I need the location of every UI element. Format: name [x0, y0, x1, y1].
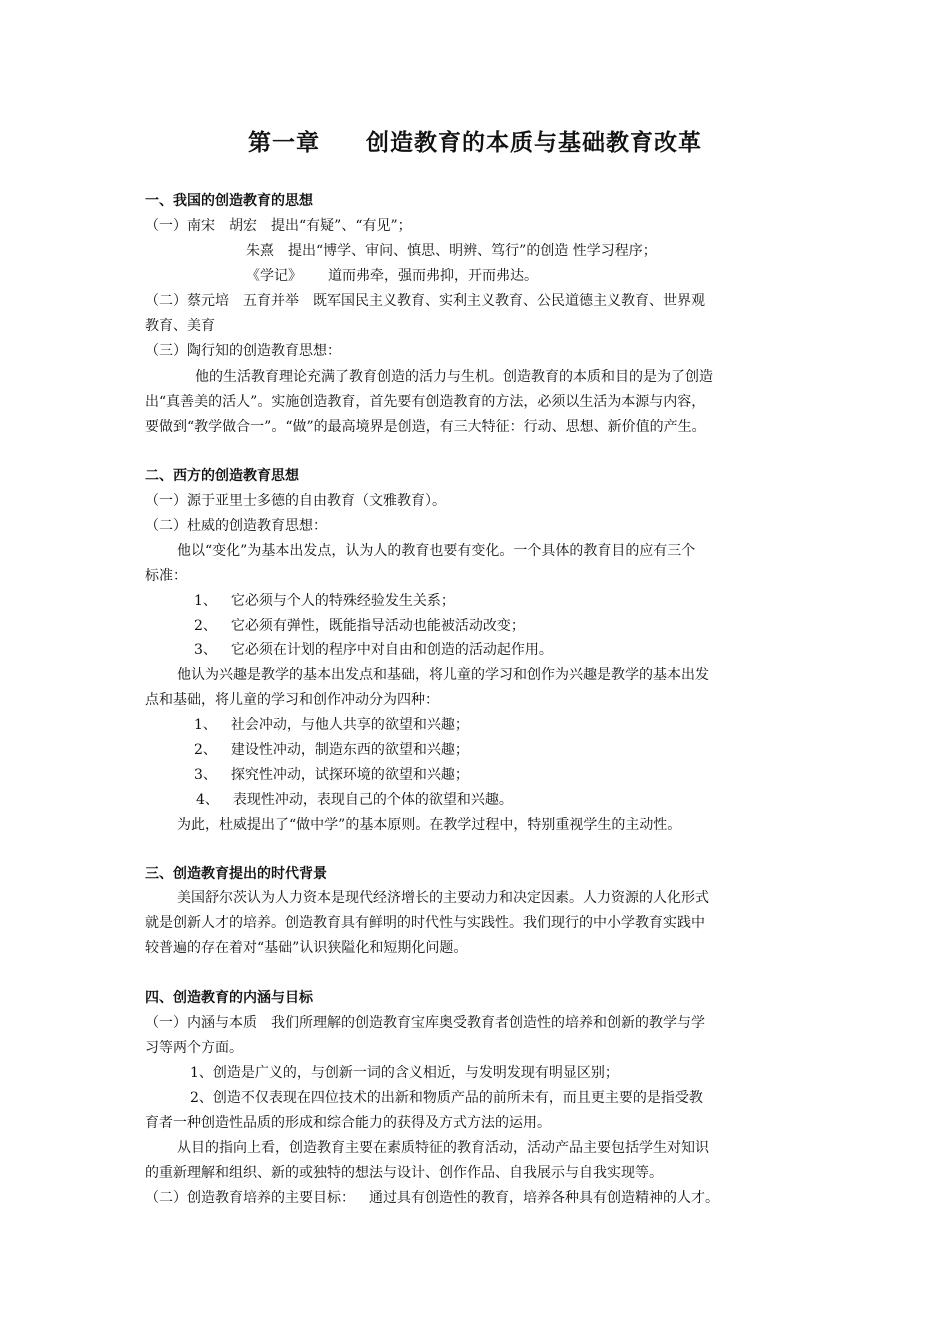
paragraph-line: （三）陶行知的创造教育思想：	[145, 343, 341, 359]
paragraph-line: （一）南宋 胡宏 提出“有疑”、“有见”；	[145, 218, 412, 234]
paragraph-line: 要做到“教学做合一”。“做”的最高境界是创造，有三大特征：行动、思想、新价值的产生。	[145, 419, 706, 435]
chapter-number: 第一章	[248, 130, 320, 156]
paragraph-line: （一）源于亚里士多德的自由教育（文雅教育）。	[145, 493, 446, 509]
list-item: 1、 社会冲动，与他人共享的欲望和兴趣；	[194, 717, 469, 733]
section-4-heading: 四、创造教育的内涵与目标	[145, 990, 313, 1006]
paragraph-line: 《学记》 道而弗牵，强而弗抑，开而弗达。	[246, 268, 538, 284]
list-item: 3、 它必须在计划的程序中对自由和创造的活动起作用。	[194, 642, 553, 658]
page-title	[0, 124, 950, 157]
paragraph-line: 标准：	[145, 568, 187, 584]
paragraph-line: 的重新理解和组织、新的或独特的想法与设计、创作作品、自我展示与自我实现等。	[145, 1165, 663, 1181]
chapter-title: 创造教育的本质与基础教育改革	[366, 130, 702, 156]
list-item: 2、 它必须有弹性，既能指导活动也能被活动改变；	[194, 618, 525, 634]
section-1-heading: 一、我国的创造教育的思想	[145, 193, 313, 209]
paragraph-line: 为此，杜威提出了“做中学”的基本原则。在教学过程中，特别重视学生的主动性。	[177, 817, 682, 833]
paragraph-line: 育者一种创造性品质的形成和综合能力的获得及方式方法的运用。	[145, 1115, 551, 1131]
paragraph-line: 朱熹 提出“博学、审问、慎思、明辨、笃行”的创造 性学习程序；	[246, 243, 657, 259]
list-item: 1、 它必须与个人的特殊经验发生关系；	[194, 593, 455, 609]
paragraph-line: （二）杜威的创造教育思想：	[145, 518, 327, 534]
paragraph-line: 出“真善美的活人”。实施创造教育，首先要有创造教育的方法，必须以生活为本源与内容，	[145, 394, 706, 410]
paragraph-line: 他认为兴趣是教学的基本出发点和基础，将儿童的学习和创作为兴趣是教学的基本出发	[177, 667, 709, 683]
paragraph-line: 从目的指向上看，创造教育主要在素质特征的教育活动，活动产品主要包括学生对知识	[177, 1140, 709, 1156]
paragraph-line: 习等两个方面。	[145, 1040, 243, 1056]
list-item: 2、创造不仅表现在四位技术的出新和物质产品的前所未有，而且更主要的是指受教	[190, 1090, 703, 1106]
paragraph-line: 他以“变化”为基本出发点，认为人的教育也要有变化。一个具体的教育目的应有三个	[177, 543, 696, 559]
list-item: 4、 表现性冲动，表现自己的个体的欲望和兴趣。	[196, 792, 513, 808]
paragraph-line: 较普遍的存在着对“基础”认识狭隘化和短期化问题。	[145, 940, 468, 956]
paragraph-line: （一）内涵与本质 我们所理解的创造教育宝库奥受教育者创造性的培养和创新的教学与学	[145, 1015, 705, 1031]
paragraph-line: 就是创新人才的培养。创造教育具有鲜明的时代性与实践性。我们现行的中小学教育实践中	[145, 915, 705, 931]
paragraph-line: （二）蔡元培 五育并举 既军国民主义教育、实利主义教育、公民道德主义教育、世界观	[145, 293, 705, 309]
list-item: 2、 建设性冲动，制造东西的欲望和兴趣；	[194, 742, 469, 758]
paragraph-line: 美国舒尔茨认为人力资本是现代经济增长的主要动力和决定因素。人力资源的人化形式	[177, 890, 709, 906]
section-2-heading: 二、西方的创造教育思想	[145, 468, 299, 484]
paragraph-line: （二）创造教育培养的主要目标： 通过具有创造性的教育，培养各种具有创造精神的人才。	[145, 1190, 719, 1206]
paragraph-line: 点和基础，将儿童的学习和创作冲动分为四种：	[145, 692, 439, 708]
list-item: 3、 探究性冲动，试探环境的欲望和兴趣；	[194, 767, 469, 783]
paragraph-line: 教育、美育	[145, 318, 215, 334]
section-3-heading: 三、创造教育提出的时代背景	[145, 866, 327, 882]
list-item: 1、创造是广义的，与创新一词的含义相近，与发明发现有明显区别；	[190, 1065, 619, 1081]
paragraph-line: 他的生活教育理论充满了教育创造的活力与生机。创造教育的本质和目的是为了创造	[195, 369, 713, 385]
